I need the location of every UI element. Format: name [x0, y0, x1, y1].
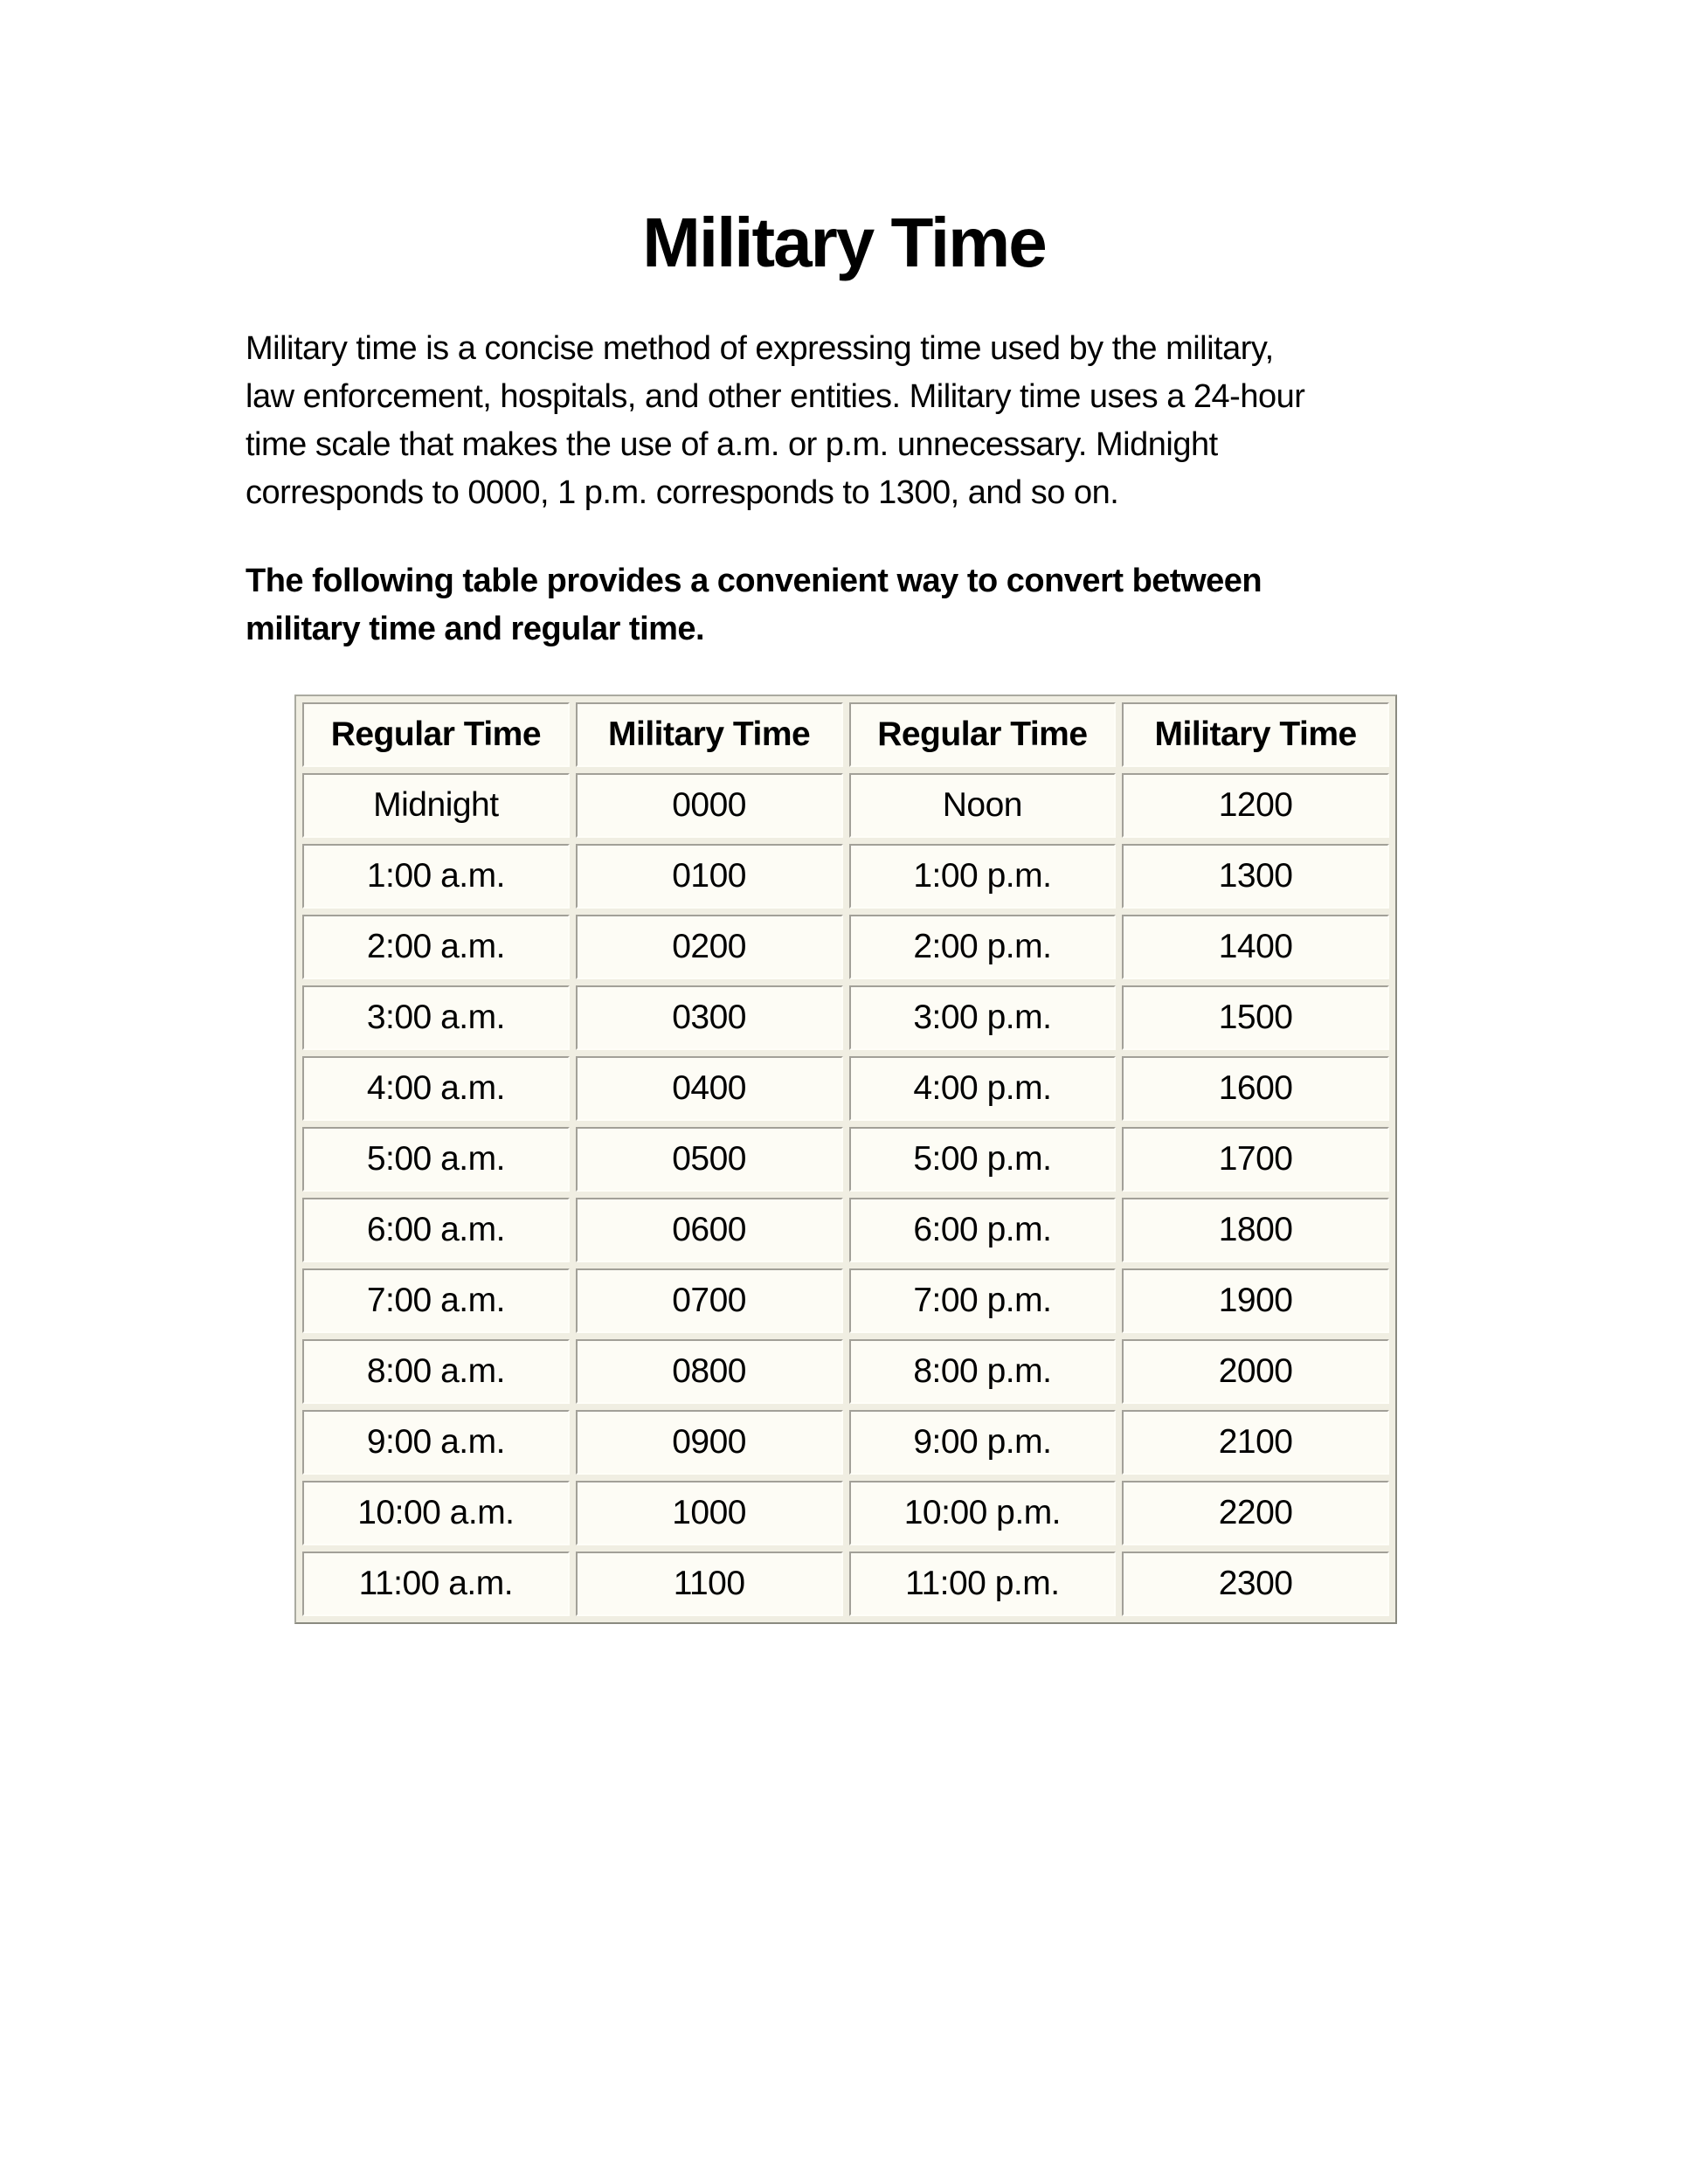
table-cell: 1800 — [1122, 1198, 1389, 1262]
table-cell: Midnight — [302, 773, 570, 838]
table-cell: 0200 — [576, 915, 843, 979]
intro-paragraph — [246, 325, 1583, 517]
table-cell: 1:00 p.m. — [849, 844, 1117, 909]
table-row — [302, 844, 1389, 909]
note-line: military time and regular time. — [246, 611, 705, 647]
table-cell: 1600 — [1122, 1056, 1389, 1121]
conversion-table-header — [302, 702, 1389, 767]
table-cell: 0700 — [576, 1268, 843, 1333]
table-row — [302, 915, 1389, 979]
table-cell: 0400 — [576, 1056, 843, 1121]
table-row — [302, 1410, 1389, 1475]
table-cell: 6:00 a.m. — [302, 1198, 570, 1262]
table-cell: 2100 — [1122, 1410, 1389, 1475]
table-cell: 9:00 p.m. — [849, 1410, 1117, 1475]
table-cell: 0300 — [576, 985, 843, 1050]
conversion-table — [294, 695, 1397, 1624]
table-cell: 1700 — [1122, 1127, 1389, 1192]
conversion-table-body — [302, 773, 1389, 1616]
table-row — [302, 773, 1389, 838]
table-cell: 2000 — [1122, 1339, 1389, 1404]
table-cell: 1900 — [1122, 1268, 1389, 1333]
table-cell: 6:00 p.m. — [849, 1198, 1117, 1262]
table-cell: 3:00 a.m. — [302, 985, 570, 1050]
page-title: Military Time — [642, 204, 1046, 281]
table-cell: 1500 — [1122, 985, 1389, 1050]
table-cell: 2:00 a.m. — [302, 915, 570, 979]
table-row — [302, 1268, 1389, 1333]
table-cell: 1:00 a.m. — [302, 844, 570, 909]
column-header-military-time-2: Military Time — [1122, 702, 1389, 767]
table-cell: 2:00 p.m. — [849, 915, 1117, 979]
table-cell: 5:00 a.m. — [302, 1127, 570, 1192]
table-cell: 10:00 p.m. — [849, 1481, 1117, 1545]
table-cell: 0500 — [576, 1127, 843, 1192]
table-cell: 1000 — [576, 1481, 843, 1545]
column-header-regular-time-1: Regular Time — [302, 702, 570, 767]
table-cell: 8:00 p.m. — [849, 1339, 1117, 1404]
header-row — [302, 702, 1389, 767]
table-row — [302, 1056, 1389, 1121]
table-row — [302, 1481, 1389, 1545]
table-cell: 11:00 a.m. — [302, 1552, 570, 1616]
table-row — [302, 1198, 1389, 1262]
table-cell: 1400 — [1122, 915, 1389, 979]
table-row — [302, 1127, 1389, 1192]
table-cell: 1300 — [1122, 844, 1389, 909]
table-cell: 2300 — [1122, 1552, 1389, 1616]
column-header-regular-time-2: Regular Time — [849, 702, 1117, 767]
table-cell: 0800 — [576, 1339, 843, 1404]
table-cell: 8:00 a.m. — [302, 1339, 570, 1404]
note-line: The following table provides a convenient way to convert between — [246, 563, 1263, 599]
table-row — [302, 1339, 1389, 1404]
table-cell: Noon — [849, 773, 1117, 838]
table-cell: 7:00 a.m. — [302, 1268, 570, 1333]
intro-line: law enforcement, hospitals, and other entities. Military time uses a 24-hour — [246, 378, 1305, 415]
table-cell: 0000 — [576, 773, 843, 838]
intro-line: corresponds to 0000, 1 p.m. corresponds to 1300, and so on. — [246, 474, 1119, 511]
table-cell: 1100 — [576, 1552, 843, 1616]
column-header-military-time-1: Military Time — [576, 702, 843, 767]
table-cell: 9:00 a.m. — [302, 1410, 570, 1475]
table-cell: 0100 — [576, 844, 843, 909]
table-cell: 0900 — [576, 1410, 843, 1475]
table-cell: 3:00 p.m. — [849, 985, 1117, 1050]
intro-line: Military time is a concise method of expressing time used by the military, — [246, 330, 1274, 367]
table-cell: 10:00 a.m. — [302, 1481, 570, 1545]
table-cell: 4:00 a.m. — [302, 1056, 570, 1121]
table-cell: 0600 — [576, 1198, 843, 1262]
table-cell: 1200 — [1122, 773, 1389, 838]
table-cell: 2200 — [1122, 1481, 1389, 1545]
intro-line: time scale that makes the use of a.m. or p.m. unnecessary. Midnight — [246, 426, 1218, 463]
table-cell: 7:00 p.m. — [849, 1268, 1117, 1333]
table-cell: 5:00 p.m. — [849, 1127, 1117, 1192]
table-cell: 4:00 p.m. — [849, 1056, 1117, 1121]
table-row — [302, 985, 1389, 1050]
table-row — [302, 1552, 1389, 1616]
note-paragraph — [246, 557, 1583, 653]
table-cell: 11:00 p.m. — [849, 1552, 1117, 1616]
